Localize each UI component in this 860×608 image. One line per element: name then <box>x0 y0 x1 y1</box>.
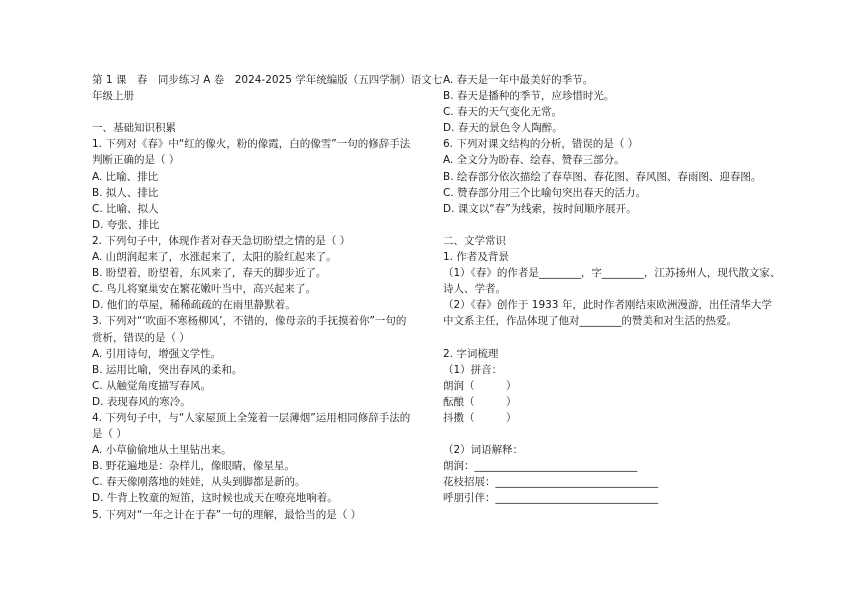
spacer <box>92 104 427 120</box>
question-5-option: C. 春天的天气变化无常。 <box>443 106 563 119</box>
section-heading-literary-knowledge: 二、文学常识 <box>443 234 506 247</box>
question-5-option: B. 春天是播种的季节，应珍惜时光。 <box>443 90 615 103</box>
question-6-option: A. 全文分为盼春、绘春、赞春三部分。 <box>443 154 625 167</box>
document-title-line-2: 年级上册 <box>92 90 134 103</box>
question-1-option: B. 拟人、排比 <box>92 186 159 199</box>
author-fill-blank-line: 诗人、学者。 <box>443 283 506 296</box>
question-6-option: C. 赞春部分用三个比喻句突出春天的活力。 <box>443 186 647 199</box>
spacer <box>443 217 793 233</box>
question-6-stem: 6. 下列对课文结构的分析，错误的是（ ） <box>443 138 639 151</box>
left-column <box>92 72 443 523</box>
spacer <box>443 426 793 442</box>
question-2-option: C. 鸟儿将窠巢安在繁花嫩叶当中，高兴起来了。 <box>92 283 317 296</box>
question-3-option: D. 表现春风的寒冷。 <box>92 395 191 408</box>
question-4-stem: 4. 下列句子中，与“人家屋顶上全笼着一层薄烟”运用相同修辞手法的 <box>92 411 411 424</box>
question-2-option: D. 他们的草屋，稀稀疏疏的在雨里静默着。 <box>92 299 296 312</box>
background-fill-blank-line: 中文系主任，作品体现了他对________的赞美和对生活的热爱。 <box>443 315 737 328</box>
question-6-option: B. 绘春部分依次描绘了春草图、春花图、春风图、春雨图、迎春图。 <box>443 170 762 183</box>
pinyin-item: 朗润（ ） <box>443 379 517 392</box>
question-1-stem: 判断正确的是（ ） <box>92 154 180 167</box>
subsection-heading-author: 1. 作者及背景 <box>443 251 509 264</box>
question-4-stem: 是（ ） <box>92 428 127 441</box>
question-1-stem: 1. 下列对《春》中“红的像火，粉的像霞，白的像雪”一句的修辞手法 <box>92 138 411 151</box>
word-explanation-item: 朗润：_______________________________ <box>443 460 638 473</box>
question-4-option: A. 小草偷偷地从土里钻出来。 <box>92 444 232 457</box>
question-1-option: D. 夸张、排比 <box>92 218 160 231</box>
question-3-option: C. 从触觉角度描写春风。 <box>92 379 212 392</box>
question-4-option: C. 春天像刚落地的娃娃，从头到脚都是新的。 <box>92 476 306 489</box>
question-2-option: A. 山朗润起来了，水涨起来了，太阳的脸红起来了。 <box>92 251 337 264</box>
question-4-option: D. 牛背上牧童的短笛，这时候也成天在嘹亮地响着。 <box>92 492 338 505</box>
word-explanation-item: 花枝招展：_______________________________ <box>443 476 659 489</box>
question-5-option: A. 春天是一年中最美好的季节。 <box>443 74 594 86</box>
pinyin-item: 抖擞（ ） <box>443 411 517 424</box>
question-3-option: A. 引用诗句，增强文学性。 <box>92 347 222 360</box>
background-fill-blank-line: （2）《春》创作于 1933 年，此时作者刚结束欧洲漫游，出任清华大学 <box>443 299 772 312</box>
question-5-option: D. 春天的景色令人陶醉。 <box>443 122 563 135</box>
pinyin-item: 酝酿（ ） <box>443 395 517 408</box>
question-3-option: B. 运用比喻，突出春风的柔和。 <box>92 363 243 376</box>
question-5-stem: 5. 下列对“一年之计在于春”一句的理解，最恰当的是（ ） <box>92 508 362 521</box>
question-2-stem: 2. 下列句子中，体现作者对春天急切盼望之情的是（ ） <box>92 234 351 247</box>
word-explanation-heading: （2）词语解释： <box>443 444 524 457</box>
question-6-option: D. 课文以“春”为线索，按时间顺序展开。 <box>443 202 637 215</box>
question-3-stem: 赏析，错误的是（ ） <box>92 331 190 344</box>
question-4-option: B. 野花遍地是：杂样儿，像眼睛，像星星。 <box>92 460 295 473</box>
pinyin-heading: （1）拼音： <box>443 363 503 376</box>
author-fill-blank-line: （1）《春》的作者是________，字________，江苏扬州人，现代散文家、 <box>443 267 781 280</box>
spacer <box>443 330 793 346</box>
document-title-line-1: 第 1 课 春 同步练习 A 卷 2024-2025 学年统编版（五四学制）语文七 <box>92 74 443 86</box>
question-1-option: C. 比喻、拟人 <box>92 202 159 215</box>
right-column <box>443 72 793 507</box>
word-explanation-item: 呼朋引伴：_______________________________ <box>443 492 659 505</box>
section-heading-basic-knowledge: 一、基础知识积累 <box>92 122 176 135</box>
subsection-heading-vocabulary: 2. 字词梳理 <box>443 347 499 360</box>
question-3-stem: 3. 下列对“‘吹面不寒杨柳风’，不错的，像母亲的手抚摸着你”一句的 <box>92 315 407 328</box>
question-1-option: A. 比喻、排比 <box>92 170 159 183</box>
question-2-option: B. 盼望着，盼望着，东风来了，春天的脚步近了。 <box>92 267 327 280</box>
